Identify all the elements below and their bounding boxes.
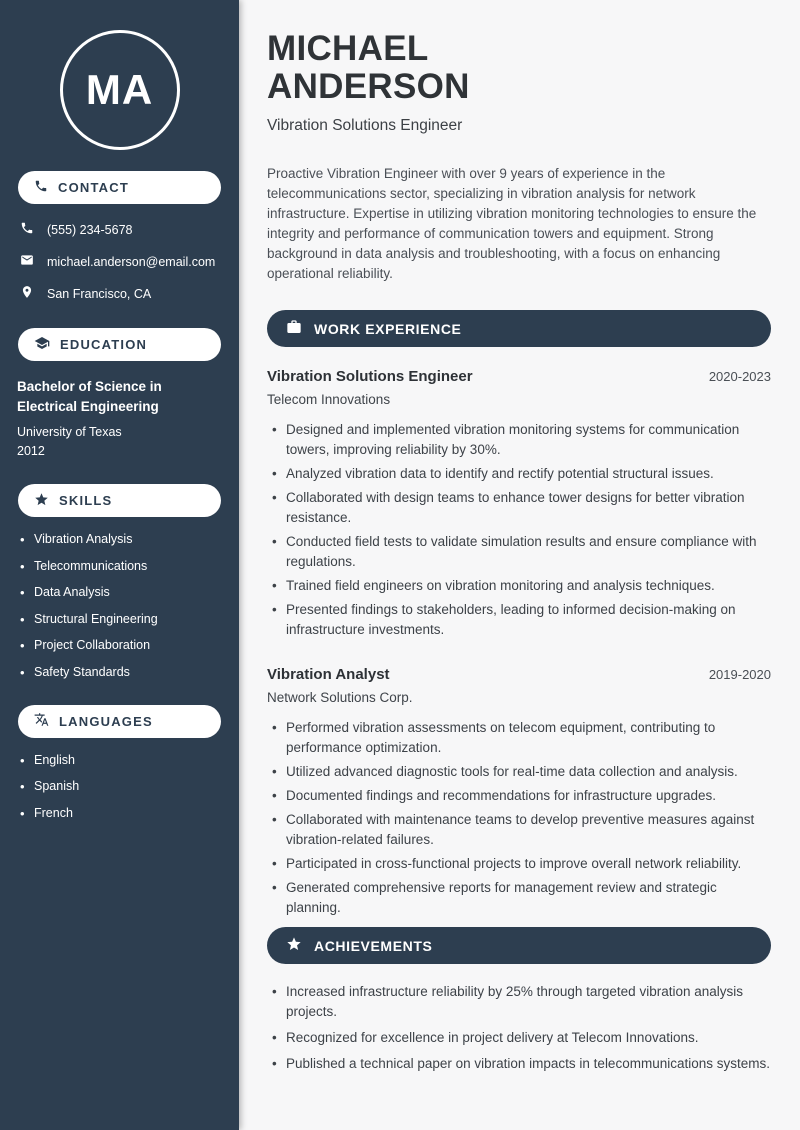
person-name-line2: ANDERSON	[267, 67, 470, 106]
phone-icon	[34, 179, 48, 196]
briefcase-icon	[286, 319, 302, 338]
contact-section-header	[18, 171, 221, 204]
language-item: • English	[20, 753, 223, 767]
professional-summary: Proactive Vibration Engineer with over 9 years of experience in the telecommunications sector, specializing in vibration analysis for network infrastructure. Expertise in utilizing vibration monitoring technologies to ensure the integrity and performance of communication towers and equipment. Strong background in data analysis and troubleshooting, with a focus on enhancing operational reliability.	[267, 166, 757, 281]
languages-list	[0, 738, 239, 820]
job-header	[267, 666, 771, 683]
contact-section-title: CONTACT	[58, 180, 129, 195]
skill-item: • Project Collaboration	[20, 638, 223, 652]
job-bullet: • Collaborated with maintenance teams to develop preventive measures against vibration-related failures.	[267, 810, 771, 850]
job-bullet: • Participated in cross-functional projects to improve overall network reliability.	[267, 854, 771, 874]
job-bullet: • Trained field engineers on vibration monitoring and analysis techniques.	[267, 576, 771, 596]
achievement-bullet: • Recognized for excellence in project delivery at Telecom Innovations.	[267, 1028, 771, 1048]
location-icon	[20, 285, 34, 302]
email-address: michael.anderson@email.com	[47, 254, 216, 269]
work-experience-section-header	[267, 310, 771, 347]
job-bullet: • Conducted field tests to validate simulation results and ensure compliance with regulations.	[267, 532, 771, 572]
phone-icon	[20, 221, 34, 238]
avatar	[60, 30, 180, 150]
job-bullet-list	[267, 718, 771, 918]
skills-section-header	[18, 484, 221, 517]
contact-item-email	[20, 253, 223, 270]
education-year: 2012	[17, 444, 45, 458]
education-section-title: EDUCATION	[60, 337, 148, 352]
education-school: University of Texas	[17, 425, 122, 439]
graduation-cap-icon	[34, 335, 50, 354]
job-bullet: • Analyzed vibration data to identify and rectify potential structural issues.	[267, 464, 771, 484]
skill-item: • Structural Engineering	[20, 612, 223, 626]
job-entry	[267, 368, 771, 640]
sidebar	[0, 0, 239, 1130]
skills-section-title: SKILLS	[59, 493, 113, 508]
job-entry	[267, 666, 771, 918]
main-content	[239, 0, 800, 1130]
achievements-section-title: ACHIEVEMENTS	[314, 937, 433, 954]
person-name	[267, 30, 771, 106]
achievements-section-header	[267, 927, 771, 964]
achievement-bullet: • Published a technical paper on vibration impacts in telecommunications systems.	[267, 1054, 771, 1074]
skill-item: • Vibration Analysis	[20, 532, 223, 546]
education-block	[0, 361, 239, 458]
skills-list	[0, 517, 239, 679]
star-icon	[286, 936, 302, 955]
avatar-initials: MA	[85, 66, 154, 113]
job-company: Network Solutions Corp.	[267, 690, 413, 705]
languages-section-title: LANGUAGES	[59, 713, 153, 729]
translate-icon	[34, 712, 49, 730]
person-job-title: Vibration Solutions Engineer	[267, 117, 463, 134]
phone-number: (555) 234-5678	[47, 222, 133, 237]
star-icon	[34, 492, 49, 510]
job-bullet: • Generated comprehensive reports for management review and strategic planning.	[267, 878, 771, 918]
job-bullet: • Documented findings and recommendations for infrastructure upgrades.	[267, 786, 771, 806]
skill-item: • Telecommunications	[20, 559, 223, 573]
job-title: Vibration Solutions Engineer	[267, 368, 473, 385]
contact-item-location	[20, 285, 223, 302]
job-bullet-list	[267, 420, 771, 640]
location-text: San Francisco, CA	[47, 286, 152, 301]
job-dates: 2019-2020	[708, 667, 771, 682]
job-bullet: • Collaborated with design teams to enhance tower designs for better vibration resistance.	[267, 488, 771, 528]
skill-item: • Safety Standards	[20, 665, 223, 679]
education-degree: Bachelor of Science in Electrical Engineering	[17, 379, 162, 414]
language-item: • French	[20, 806, 223, 820]
job-dates: 2020-2023	[708, 369, 771, 384]
contact-list	[0, 204, 239, 302]
job-bullet: • Designed and implemented vibration monitoring systems for communication towers, improving reliability by 30%.	[267, 420, 771, 460]
job-bullet: • Performed vibration assessments on telecom equipment, contributing to performance optimization.	[267, 718, 771, 758]
person-name-line1: MICHAEL	[267, 29, 429, 68]
achievements-list	[267, 982, 771, 1074]
job-company: Telecom Innovations	[267, 392, 391, 407]
language-item: • Spanish	[20, 779, 223, 793]
email-icon	[20, 253, 34, 270]
job-bullet: • Utilized advanced diagnostic tools for real-time data collection and analysis.	[267, 762, 771, 782]
languages-section-header	[18, 705, 221, 738]
work-experience-section-title: WORK EXPERIENCE	[314, 320, 462, 337]
contact-item-phone	[20, 221, 223, 238]
skill-item: • Data Analysis	[20, 585, 223, 599]
job-bullet: • Presented findings to stakeholders, leading to informed decision-making on infrastructure investments.	[267, 600, 771, 640]
job-header	[267, 368, 771, 385]
achievement-bullet: • Increased infrastructure reliability by 25% through targeted vibration analysis projects.	[267, 982, 771, 1022]
job-title: Vibration Analyst	[267, 666, 390, 683]
education-section-header	[18, 328, 221, 361]
